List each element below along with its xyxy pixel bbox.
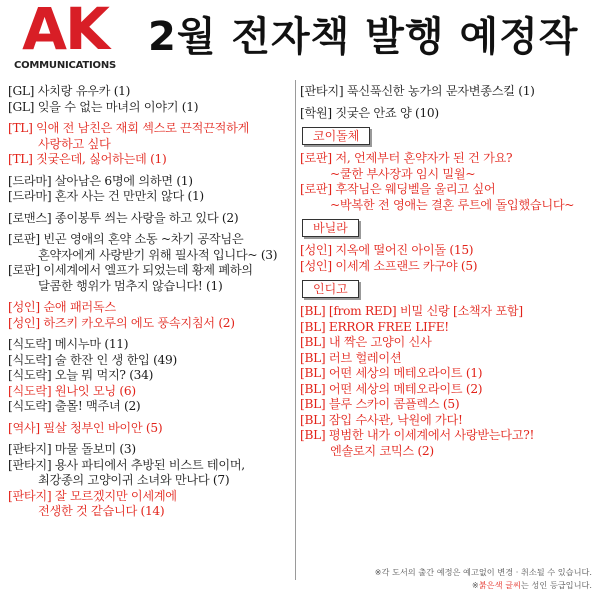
book-title: [8, 442, 294, 458]
book-title-line: [BL] [from RED] 비밀 신랑 [소책자 포함]: [300, 304, 523, 318]
book-title: [8, 458, 294, 489]
publisher-label: 인디고: [302, 280, 359, 298]
book-title-line: [판타지] 잘 모르겠지만 이세계에: [8, 488, 177, 503]
book-title-line: [식도락] 출몰! 맥주녀 (2): [8, 399, 141, 413]
book-title-line: [GL] 잊을 수 없는 마녀의 이야기 (1): [8, 99, 199, 114]
book-title-line-2: 엔솔로지 코믹스 (2): [330, 443, 434, 458]
book-title-line: [BL] 어떤 세상의 메테오라이트 (1): [300, 366, 483, 380]
book-title: [8, 152, 294, 168]
book-title-line: [BL] 잠입 수사관, 낙원에 가다!: [300, 412, 463, 427]
book-title-line: [식도락] 메시누마 (11): [8, 337, 129, 351]
book-title-line: [BL] 어떤 세상의 메테오라이트 (2): [300, 381, 483, 396]
right-column: [300, 84, 594, 459]
book-title-line-2: 사랑하고 싶다: [38, 136, 111, 151]
book-title-line: [판타지] 마물 돌보미 (3): [8, 442, 136, 456]
book-title-line: [학원] 짓궂은 안죠 양 (10): [300, 105, 439, 120]
book-title: [300, 182, 594, 213]
publisher-label: 코이돌체: [302, 127, 370, 145]
publisher-label: 바닐라: [302, 219, 359, 237]
book-title: [300, 335, 594, 351]
book-title-line: [GL] 사치랑 유우카 (1): [8, 84, 131, 98]
column-divider: [295, 80, 296, 580]
book-title: [8, 421, 294, 437]
book-title: [8, 211, 294, 227]
book-title: [8, 384, 294, 400]
book-title-line-2: ~박복한 전 영애는 결혼 루트에 돌입했습니다~: [330, 197, 575, 212]
book-title-line: [로판] 후작님은 웨딩벨을 울리고 싶어: [300, 182, 496, 196]
book-title: [300, 106, 594, 122]
footer-note-red-text: 붉은색 글씨: [478, 580, 521, 590]
book-title-line: [BL] 블루 스카이 콤플렉스 (5): [300, 397, 460, 411]
book-title-line: [TL] 짓궂은데, 싫어하는데 (1): [8, 152, 167, 166]
book-title: [300, 366, 594, 382]
book-title-line: [BL] ERROR FREE LIFE!: [300, 319, 449, 334]
logo-communications: COMMUNICATIONS: [13, 60, 117, 71]
book-title: [300, 259, 594, 275]
book-title: [8, 189, 294, 205]
book-title: [300, 151, 594, 182]
book-title: [8, 399, 294, 415]
book-title: [300, 243, 594, 259]
book-title: [300, 397, 594, 413]
book-title: [300, 351, 594, 367]
book-title-line-2: 혼약자에게 사랑받기 위해 필사적 입니다~ (3): [38, 247, 278, 262]
left-column: [8, 84, 294, 520]
book-title-line: [역사] 필살 청부인 바이안 (5): [8, 420, 163, 435]
book-title-line: [BL] 평범한 내가 이세계에서 사랑받는다고?!: [300, 428, 535, 442]
book-title-line: [로판] 빈곤 영애의 혼약 소동 ~차기 공작님은: [8, 232, 244, 246]
book-title-line-2: ~쿨한 부사장과 임시 밀월~: [330, 166, 476, 181]
book-title-line: [TL] 익애 전 남친은 재회 섹스로 끈적끈적하게: [8, 121, 250, 135]
book-title-line: [드라마] 살아남은 6명에 의하면 (1): [8, 173, 193, 188]
book-title-line: [성인] 지옥에 떨어진 아이돌 (15): [300, 243, 474, 257]
book-title: [8, 121, 294, 152]
book-title: [300, 428, 594, 459]
book-title: [8, 263, 294, 294]
book-title-line: [식도락] 오늘 뭐 먹지? (34): [8, 368, 154, 382]
publisher-section: [300, 274, 594, 304]
book-title: [300, 84, 594, 100]
book-title-line: [드라마] 혼자 사는 건 만만치 않다 (1): [8, 189, 204, 203]
book-title-line: [식도락] 술 한잔 인 생 한입 (49): [8, 352, 177, 367]
book-title: [300, 413, 594, 429]
book-title-line-2: 달콤한 행위가 멈추지 않습니다! (1): [38, 278, 223, 293]
book-title: [8, 232, 294, 263]
publisher-section: [300, 213, 594, 243]
book-title: [300, 382, 594, 398]
book-title-line: [로맨스] 종이봉투 씌는 사랑을 하고 있다 (2): [8, 210, 239, 225]
ak-communications-logo: [6, 0, 124, 74]
book-title: [300, 304, 594, 320]
publisher-section: [300, 121, 594, 151]
book-title-line: [판타지] 푹신푹신한 농가의 문자변종스킬 (1): [300, 84, 535, 98]
book-title: [8, 300, 294, 316]
book-title: [300, 320, 594, 336]
book-title: [8, 337, 294, 353]
book-title-line-2: 최강종의 고양이귀 소녀와 만나다 (7): [38, 473, 230, 487]
book-title-line: [BL] 러브 헐레이션: [300, 350, 402, 365]
page-title: 2월 전자책 발행 예정작: [148, 14, 579, 60]
book-title-line: [성인] 하즈키 카오루의 에도 풍속지침서 (2): [8, 315, 235, 330]
footer-note-adult: ※붉은색 글씨는 성인 등급입니다.: [471, 580, 592, 590]
book-title: [8, 353, 294, 369]
footer-notes: [0, 566, 592, 592]
book-title: [8, 368, 294, 384]
book-title-line: [성인] 이세계 소프랜드 카구야 (5): [300, 258, 478, 273]
book-title: [8, 489, 294, 520]
book-title: [8, 316, 294, 332]
book-title-line: [로판] 이세계에서 엘프가 되었는데 황제 폐하의: [8, 263, 253, 277]
logo-ak: AK: [22, 0, 108, 63]
book-title: [8, 84, 294, 100]
book-title-line-2: 전생한 것 같습니다 (14): [38, 504, 165, 518]
book-title-line: [BL] 내 짝은 고양이 신사: [300, 335, 432, 349]
footer-note-schedule: ※각 도서의 출간 예정은 예고없이 변경 · 취소될 수 있습니다.: [374, 567, 592, 577]
book-title-line: [성인] 순애 패러독스: [8, 300, 116, 314]
book-title-line: [식도락] 원나잇 모닝 (6): [8, 383, 136, 398]
book-title: [8, 174, 294, 190]
book-title-line: [판타지] 용사 파티에서 추방된 비스트 테이머,: [8, 457, 245, 472]
book-title-line: [로판] 저, 언제부터 혼약자가 된 건 가요?: [300, 151, 513, 165]
header: [0, 0, 600, 78]
book-title: [8, 100, 294, 116]
